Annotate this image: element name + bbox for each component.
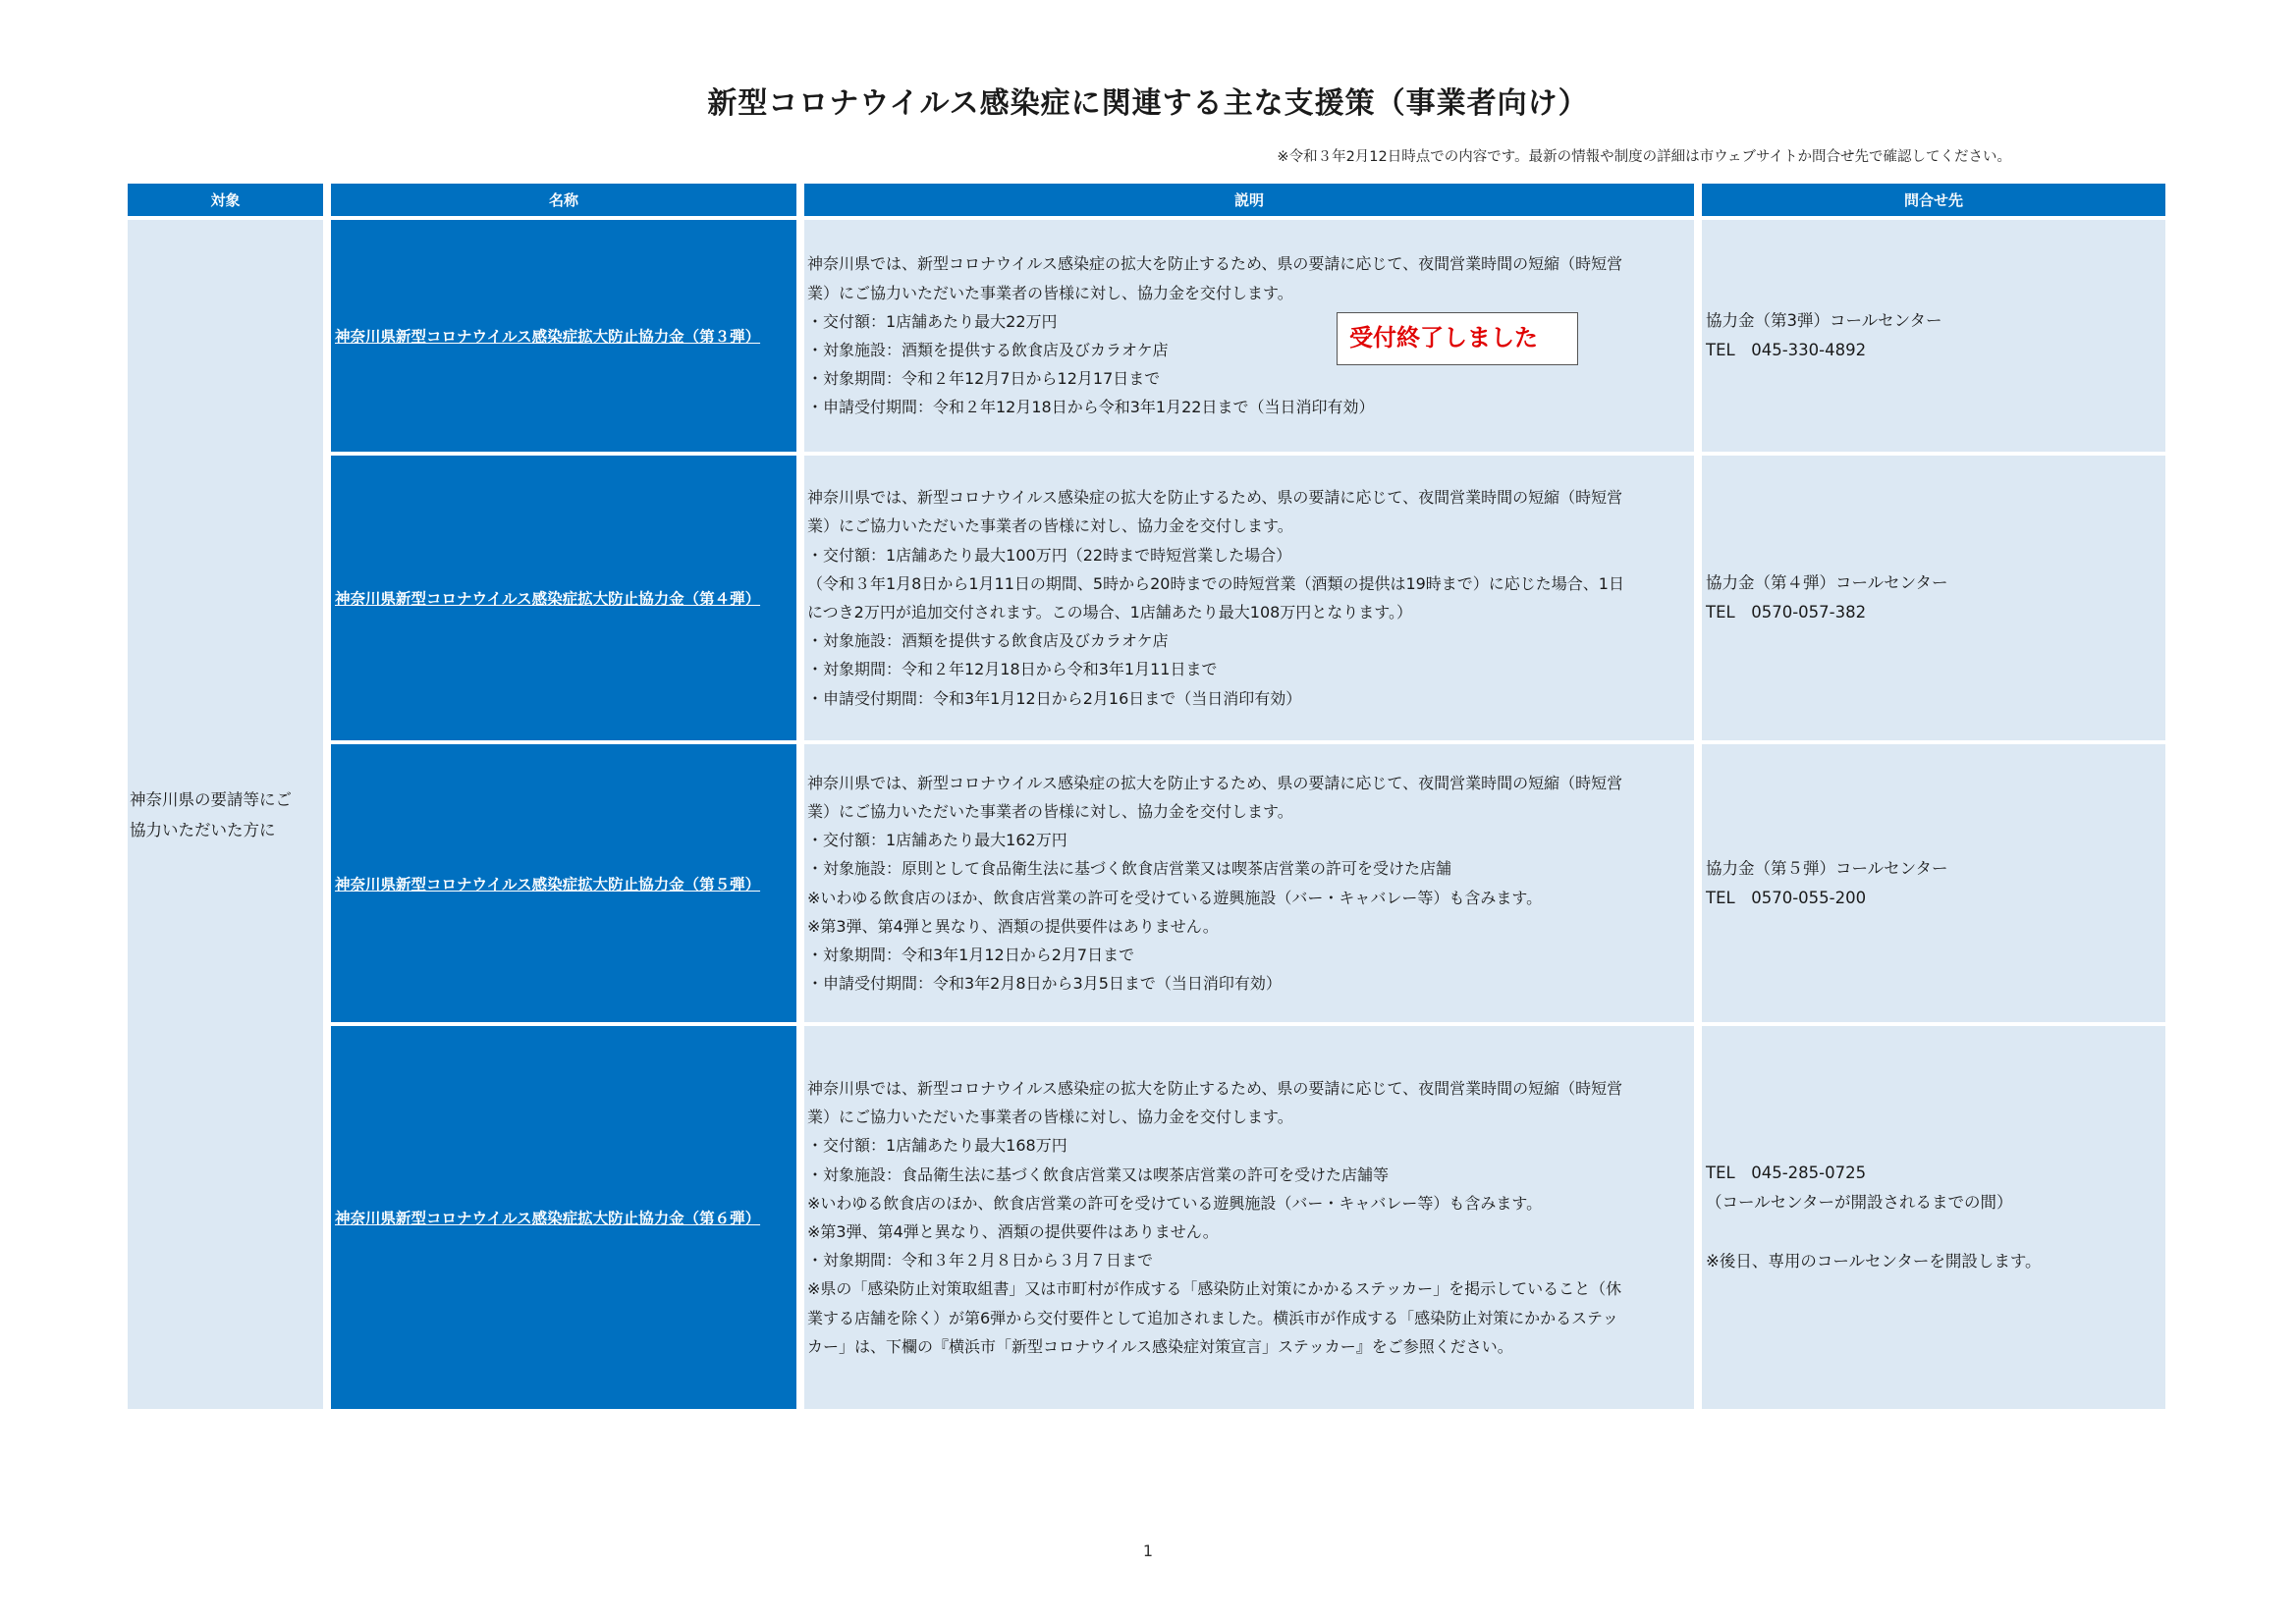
- description-line: ・対象施設：酒類を提供する飲食店及びカラオケ店: [807, 631, 1169, 651]
- name-cell: [331, 1026, 796, 1409]
- description-line: ・交付額：1店舗あたり最大168万円: [807, 1136, 1067, 1156]
- description-line: ・交付額：1店舗あたり最大162万円: [807, 831, 1067, 850]
- description-line: （令和３年1月8日から1月11日の期間、5時から20時までの時短営業（酒類の提供は19時まで）に応じた場合、1日: [807, 573, 1624, 593]
- description-line: ・対象施設：酒類を提供する飲食店及びカラオケ店: [807, 341, 1169, 359]
- contact-line: ※後日、専用のコールセンターを開設します。: [1706, 1252, 2042, 1271]
- contact-line: 協力金（第４弾）コールセンター: [1706, 573, 1948, 592]
- description-line: 業）にご協力いただいた事業者の皆様に対し、協力金を交付します。: [807, 801, 1293, 821]
- contact-line: TEL 045-330-4892: [1706, 341, 1867, 359]
- name-cell: [331, 744, 796, 1022]
- page-title: 新型コロナウイルス感染症に関連する主な支援策（事業者向け）: [707, 86, 1589, 121]
- contact-line: TEL 0570-057-382: [1706, 603, 1867, 622]
- description-line: ※いわゆる飲食店のほか、飲食店営業の許可を受けている遊興施設（バー・キャバレー等）も含みます。: [807, 888, 1543, 907]
- description-line: 神奈川県では、新型コロナウイルス感染症の拡大を防止するため、県の要請に応じて、夜間営業時間の短縮（時短営: [807, 488, 1623, 508]
- description-line: 神奈川県では、新型コロナウイルス感染症の拡大を防止するため、県の要請に応じて、夜間営業時間の短縮（時短営: [807, 773, 1623, 792]
- contact-line: （コールセンターが開設されるまでの間）: [1706, 1193, 2013, 1212]
- description-line: ・申請受付期間：令和3年1月12日から2月16日まで（当日消印有効）: [807, 688, 1302, 708]
- description-cell: [804, 1026, 1694, 1409]
- description-line: ・申請受付期間：令和3年2月8日から3月5日まで（当日消印有効）: [807, 974, 1282, 994]
- program-link-6th[interactable]: 神奈川県新型コロナウイルス感染症拡大防止協力金（第６弾）: [335, 1210, 761, 1227]
- description-line: ・申請受付期間：令和２年12月18日から令和3年1月22日まで（当日消印有効）: [807, 398, 1375, 417]
- program-link-5th[interactable]: 神奈川県新型コロナウイルス感染症拡大防止協力金（第５弾）: [335, 875, 761, 893]
- description-line: 神奈川県では、新型コロナウイルス感染症の拡大を防止するため、県の要請に応じて、夜間営業時間の短縮（時短営: [807, 254, 1623, 274]
- contact-cell: [1702, 220, 2165, 452]
- description-line: ・交付額：1店舗あたり最大22万円: [807, 311, 1058, 331]
- name-cell: [331, 220, 796, 452]
- target-cell: [128, 220, 323, 1409]
- program-link-3rd[interactable]: 神奈川県新型コロナウイルス感染症拡大防止協力金（第３弾）: [335, 328, 761, 346]
- description-line: ・対象施設：食品衛生法に基づく飲食店営業又は喫茶店営業の許可を受けた店舗等: [807, 1164, 1390, 1184]
- description-line: ・交付額：1店舗あたり最大100万円（22時まで時短営業した場合）: [807, 545, 1292, 565]
- description-line: ※第3弾、第4弾と異なり、酒類の提供要件はありません。: [807, 1222, 1219, 1241]
- date-note: ※令和３年2月12日時点での内容です。最新の情報や制度の詳細は市ウェブサイトか問合せ先で確認してください。: [1277, 149, 2011, 165]
- description-line: 業）にご協力いただいた事業者の皆様に対し、協力金を交付します。: [807, 516, 1293, 536]
- contact-line: TEL 045-285-0725: [1706, 1163, 1867, 1182]
- description-line: ※第3弾、第4弾と異なり、酒類の提供要件はありません。: [807, 916, 1219, 936]
- description-line: 業する店舗を除く）が第6弾から交付要件として追加されました。横浜市が作成する「感染防止対策にかかるステッ: [807, 1308, 1618, 1327]
- description-cell: [804, 456, 1694, 740]
- target-line: 協力いただいた方に: [130, 820, 276, 839]
- contact-cell: [1702, 1026, 2165, 1409]
- contact-cell: [1702, 456, 2165, 740]
- header-description: 説明: [804, 184, 1694, 216]
- contact-line: [1706, 1217, 2161, 1247]
- description-cell: [804, 220, 1694, 452]
- header-target: 対象: [128, 184, 323, 216]
- description-line: ※いわゆる飲食店のほか、飲食店営業の許可を受けている遊興施設（バー・キャバレー等）も含みます。: [807, 1193, 1543, 1213]
- closed-notice-box: 受付終了しました: [1337, 312, 1578, 365]
- contact-line: 協力金（第3弾）コールセンター: [1706, 311, 1942, 330]
- contact-line: TEL 0570-055-200: [1706, 888, 1867, 907]
- contact-line: 協力金（第５弾）コールセンター: [1706, 858, 1948, 878]
- description-line: 業）にご協力いただいた事業者の皆様に対し、協力金を交付します。: [807, 283, 1293, 302]
- description-line: 業）にご協力いただいた事業者の皆様に対し、協力金を交付します。: [807, 1108, 1293, 1127]
- description-line: カー」は、下欄の『横浜市「新型コロナウイルス感染症対策宣言」ステッカー』をご参照ください。: [807, 1336, 1513, 1356]
- description-line: ・対象施設：原則として食品衛生法に基づく飲食店営業又は喫茶店営業の許可を受けた店舗: [807, 859, 1452, 879]
- page-number: 1: [1142, 1542, 1154, 1560]
- description-line: ・対象期間：令和２年12月7日から12月17日まで: [807, 369, 1161, 389]
- header-contact: 問合せ先: [1702, 184, 2165, 216]
- description-cell: [804, 744, 1694, 1022]
- description-line: 神奈川県では、新型コロナウイルス感染症の拡大を防止するため、県の要請に応じて、夜間営業時間の短縮（時短営: [807, 1078, 1623, 1098]
- target-line: 神奈川県の要請等にご: [130, 789, 292, 809]
- header-name: 名称: [331, 184, 796, 216]
- description-line: ・対象期間：令和２年12月18日から令和3年1月11日まで: [807, 660, 1218, 679]
- description-line: ※県の「感染防止対策取組書」又は市町村が作成する「感染防止対策にかかるステッカー」を掲示していること（休: [807, 1279, 1622, 1299]
- name-cell: [331, 456, 796, 740]
- contact-cell: [1702, 744, 2165, 1022]
- description-line: につき2万円が追加交付されます。この場合、1店舗あたり最大108万円となります。）: [807, 603, 1413, 622]
- support-table: [128, 184, 2165, 1409]
- program-link-4th[interactable]: 神奈川県新型コロナウイルス感染症拡大防止協力金（第４弾）: [335, 590, 761, 608]
- description-line: ・対象期間：令和3年1月12日から2月7日まで: [807, 945, 1135, 964]
- description-line: ・対象期間：令和３年２月８日から３月７日まで: [807, 1251, 1154, 1271]
